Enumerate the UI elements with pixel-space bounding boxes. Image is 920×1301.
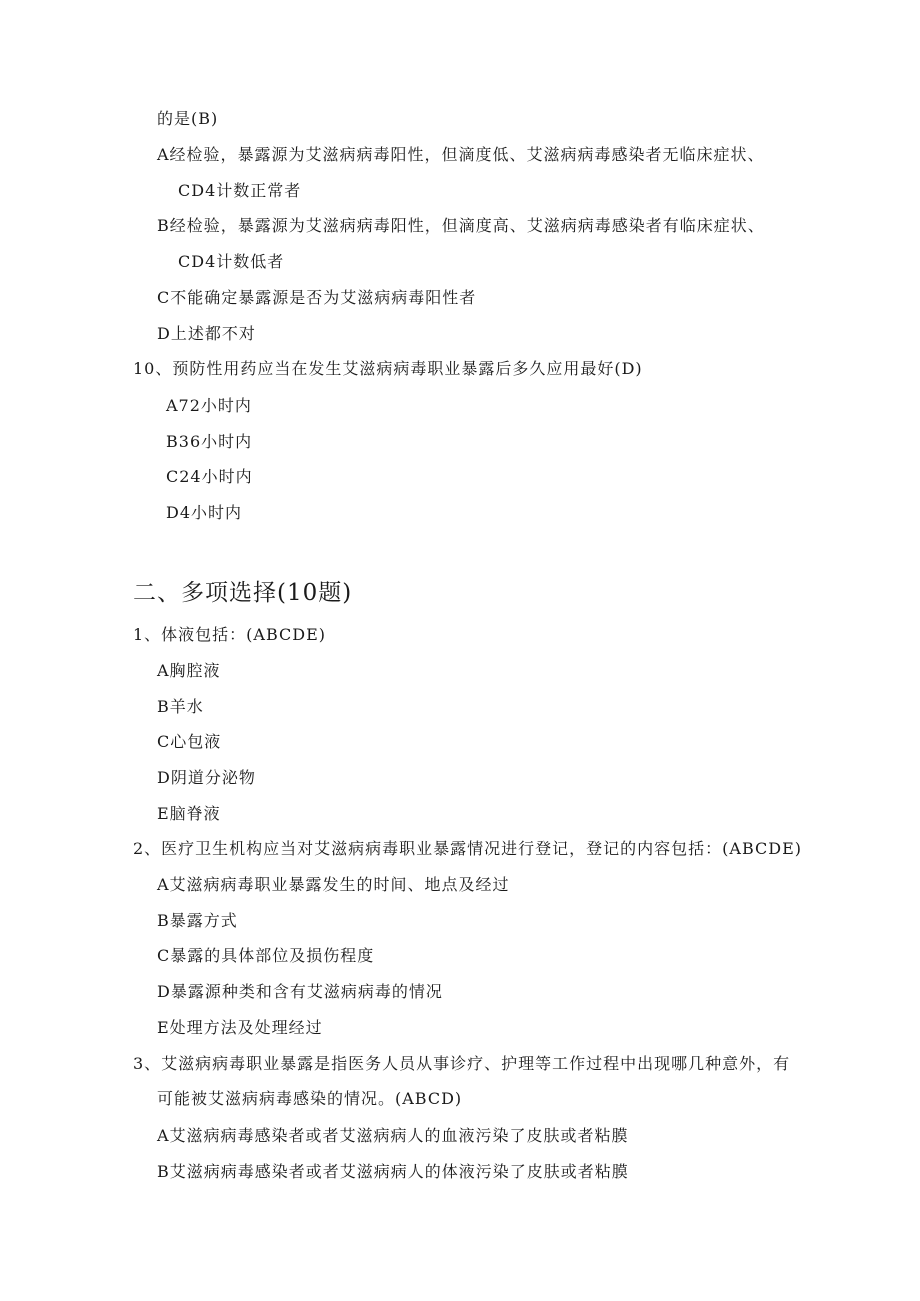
option-d: D暴露源种类和含有艾滋病病毒的情况	[157, 982, 443, 1001]
option-d: D上述都不对	[157, 324, 256, 343]
option-c: C不能确定暴露源是否为艾滋病病毒阳性者	[157, 288, 477, 307]
question-2: 2、医疗卫生机构应当对艾滋病病毒职业暴露情况进行登记，登记的内容包括：(ABCDE)	[133, 839, 803, 858]
option-b-continued: CD4计数低者	[178, 252, 285, 271]
option-b: B36小时内	[166, 432, 253, 451]
option-a-continued: CD4计数正常者	[178, 181, 302, 200]
question-1: 1、体液包括：(ABCDE)	[133, 625, 327, 644]
section-title-multiple-choice: 二、多项选择(10题)	[133, 580, 353, 606]
question-3: 3、艾滋病病毒职业暴露是指医务人员从事诊疗、护理等工作过程中出现哪几种意外，有	[133, 1054, 791, 1073]
question-3-continued: 可能被艾滋病病毒感染的情况。(ABCD)	[157, 1089, 463, 1108]
option-a: A胸腔液	[157, 661, 221, 680]
option-a: A经检验，暴露源为艾滋病病毒阳性，但滴度低、艾滋病病毒感染者无临床症状、	[157, 145, 765, 164]
option-b: B艾滋病病毒感染者或者艾滋病病人的体液污染了皮肤或者粘膜	[157, 1162, 629, 1181]
option-a: A艾滋病病毒职业暴露发生的时间、地点及经过	[157, 875, 510, 894]
option-d: D阴道分泌物	[157, 768, 256, 787]
option-a: A艾滋病病毒感染者或者艾滋病病人的血液污染了皮肤或者粘膜	[157, 1126, 629, 1145]
option-d: D4小时内	[166, 503, 243, 522]
option-c: C24小时内	[166, 467, 253, 486]
question-9-stem-tail: 的是(B)	[157, 109, 219, 128]
option-c: C暴露的具体部位及损伤程度	[157, 946, 375, 965]
option-e: E脑脊液	[157, 804, 221, 823]
option-b: B经检验，暴露源为艾滋病病毒阳性，但滴度高、艾滋病病毒感染者有临床症状、	[157, 216, 765, 235]
option-b: B暴露方式	[157, 911, 238, 930]
option-b: B羊水	[157, 697, 204, 716]
option-a: A72小时内	[166, 396, 252, 415]
option-c: C心包液	[157, 732, 222, 751]
question-10: 10、预防性用药应当在发生艾滋病病毒职业暴露后多久应用最好(D)	[133, 359, 643, 378]
option-e: E处理方法及处理经过	[157, 1018, 323, 1037]
